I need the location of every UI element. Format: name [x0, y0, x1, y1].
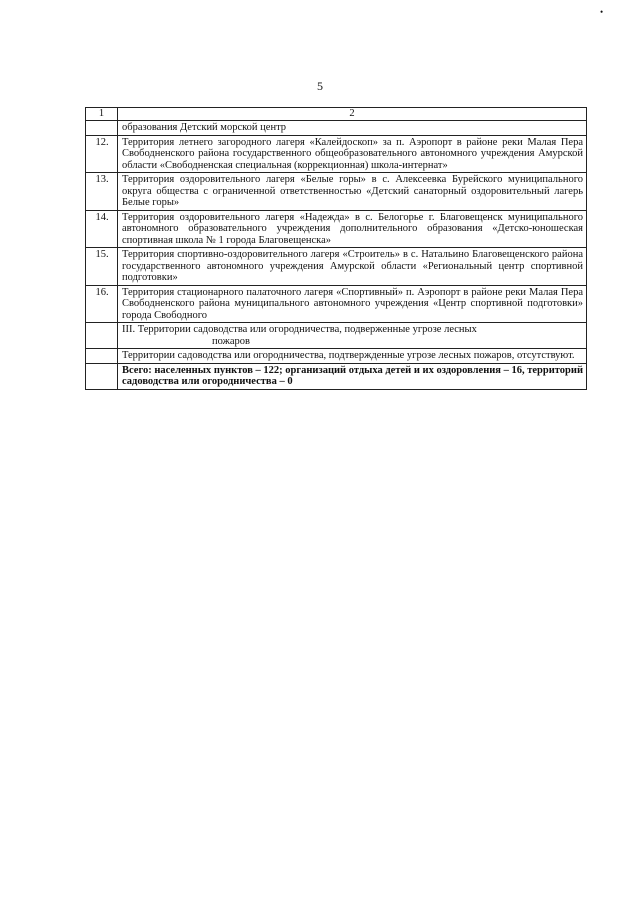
table-row [86, 248, 587, 286]
row-number-cell: 16. [86, 285, 118, 323]
header-cell-number: 1 [86, 108, 118, 121]
row-text-cell: Территория стационарного палаточного лагеря «Спортивный» п. Аэропорт в районе реки Малая Пера Свободненского района муниципального автономного учреждения «Центр спортивной подготовки» города Свободного [118, 285, 587, 323]
total-row [86, 363, 587, 389]
row-text-cell: образования Детский морской центр [118, 121, 587, 136]
row-text-cell: Территория спортивно-оздоровительного лагеря «Строитель» в с. Натальино Благовещенского района государственного автономного учреждения Амурской области «Региональный центр спортивной подготовки» [118, 248, 587, 286]
header-cell-description: 2 [118, 108, 587, 121]
row-number-cell [86, 349, 118, 364]
table-header-row [86, 108, 587, 121]
section-title-line2: пожаров [212, 335, 250, 347]
row-number-cell [86, 121, 118, 136]
row-text-cell: Территория оздоровительного лагеря «Белые горы» в с. Алексеевка Бурейского муниципального округа общества с ограниченной ответственностью «Детский санаторный оздоровительный лагерь Белые горы» [118, 173, 587, 211]
table-row [86, 173, 587, 211]
total-cell: Всего: населенных пунктов – 122; организаций отдыха детей и их оздоровления – 16, территорий садоводства или огородничества – 0 [118, 363, 587, 389]
section-note-row [86, 349, 587, 364]
row-number-cell: 14. [86, 210, 118, 248]
page-corner-mark: • [600, 7, 604, 17]
table-row [86, 210, 587, 248]
page-number: 5 [317, 79, 323, 93]
row-text-cell: Территория оздоровительного лагеря «Надежда» в с. Белогорье г. Благовещенск муниципального автономного образовательного учреждения дополнительного образования «Детско-юношеская спортивная школа № 1 города Благовещенска» [118, 210, 587, 248]
row-number-cell: 12. [86, 135, 118, 173]
row-number-cell [86, 323, 118, 349]
row-number-cell [86, 363, 118, 389]
row-number-cell: 15. [86, 248, 118, 286]
section-title-cell [118, 323, 587, 349]
row-number-cell: 13. [86, 173, 118, 211]
table-row [86, 135, 587, 173]
section-note-cell: Территории садоводства или огородничества, подтвержденные угрозе лесных пожаров, отсутствуют. [118, 349, 587, 364]
territories-table [85, 107, 587, 390]
table-row-continuation [86, 121, 587, 136]
table-row [86, 285, 587, 323]
section-title-line1: III. Территории садоводства или огородничества, подверженные угрозе лесных [122, 324, 477, 335]
section-title-row [86, 323, 587, 349]
row-text-cell: Территория летнего загородного лагеря «Калейдоскоп» за п. Аэропорт в районе реки Малая Пера Свободненского района государственного общеобразовательного автономного учреждения Амурской области «Свободненская специальная (коррекционная) школа-интернат» [118, 135, 587, 173]
